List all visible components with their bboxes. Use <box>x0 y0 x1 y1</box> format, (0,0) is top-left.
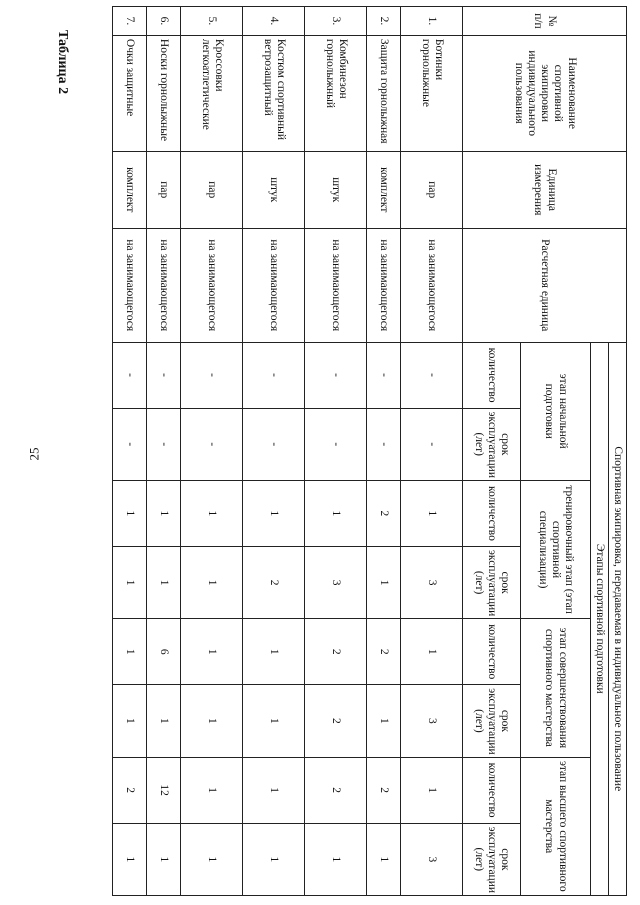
col-header-number: № п/п <box>463 7 627 36</box>
calc-unit: на занимающегося <box>366 228 400 342</box>
table-row <box>305 7 367 896</box>
row-number: 3. <box>305 7 367 36</box>
term-cell: 1 <box>181 823 243 895</box>
equipment-table-container <box>112 6 627 896</box>
calc-unit: на занимающегося <box>243 228 305 342</box>
term-cell: 1 <box>366 546 400 618</box>
unit-of-measure: пар <box>181 151 243 228</box>
term-cell: 3 <box>401 823 463 895</box>
table-row <box>401 7 463 896</box>
quantity-cell: 1 <box>243 757 305 823</box>
term-cell: 2 <box>243 546 305 618</box>
unit-of-measure: комплект <box>113 151 147 228</box>
quantity-cell: 2 <box>366 619 400 685</box>
term-cell: - <box>305 408 367 480</box>
row-number: 6. <box>147 7 181 36</box>
quantity-cell: 1 <box>181 619 243 685</box>
term-cell: 1 <box>243 685 305 757</box>
quantity-cell: 1 <box>243 480 305 546</box>
item-name: Кроссовки легкоатлетические <box>181 35 243 151</box>
term-cell: - <box>113 408 147 480</box>
unit-of-measure: штук <box>243 151 305 228</box>
item-name: Комбинезон горнолыжный <box>305 35 367 151</box>
item-name: Ботинки горнолыжные <box>401 35 463 151</box>
quantity-cell: 1 <box>147 480 181 546</box>
unit-of-measure: комплект <box>366 151 400 228</box>
stage-header-training: тренировочный этап (этап спортивной специализации) <box>521 480 591 618</box>
term-cell: 1 <box>113 546 147 618</box>
row-number: 2. <box>366 7 400 36</box>
quantity-cell: 12 <box>147 757 181 823</box>
item-name: Костюм спортивный ветрозащитный <box>243 35 305 151</box>
unit-of-measure: штук <box>305 151 367 228</box>
quantity-cell: 2 <box>305 619 367 685</box>
stage-header-improvement: этап совершенствования спортивного мастерства <box>521 619 591 757</box>
term-cell: 1 <box>243 823 305 895</box>
calc-unit: на занимающегося <box>147 228 181 342</box>
term-cell: 1 <box>366 685 400 757</box>
col-header-name: Наименование спортивной экипировки индивидуального пользования <box>463 35 627 151</box>
calc-unit: на занимающегося <box>181 228 243 342</box>
term-cell: 1 <box>147 823 181 895</box>
quantity-cell: 1 <box>181 757 243 823</box>
row-number: 5. <box>181 7 243 36</box>
term-cell: 1 <box>113 685 147 757</box>
table-row <box>147 7 181 896</box>
sub-header-quantity: количество <box>463 342 521 408</box>
sub-header-term: срок эксплуатации (лет) <box>463 685 521 757</box>
table-caption: Таблица 2 <box>55 30 70 95</box>
sub-header-term: срок эксплуатации (лет) <box>463 408 521 480</box>
table-body <box>113 7 463 896</box>
term-cell: 1 <box>305 823 367 895</box>
calc-unit: на занимающегося <box>113 228 147 342</box>
item-name: Очки защитные <box>113 35 147 151</box>
row-number: 4. <box>243 7 305 36</box>
quantity-cell: - <box>147 342 181 408</box>
term-cell: 3 <box>401 685 463 757</box>
term-cell: 1 <box>366 823 400 895</box>
term-cell: 3 <box>305 546 367 618</box>
item-name: Защита горнолыжная <box>366 35 400 151</box>
quantity-cell: - <box>243 342 305 408</box>
group-header: Спортивная экипировка, передаваемая в индивидуальное пользование <box>609 342 627 895</box>
sub-header-term: срок эксплуатации (лет) <box>463 546 521 618</box>
quantity-cell: 1 <box>401 480 463 546</box>
col-header-unit: Единица измерения <box>463 151 627 228</box>
quantity-cell: 1 <box>243 619 305 685</box>
calc-unit: на занимающегося <box>305 228 367 342</box>
term-cell: 3 <box>401 546 463 618</box>
row-number: 7. <box>113 7 147 36</box>
table-row <box>181 7 243 896</box>
page-number: 25 <box>26 447 42 461</box>
stage-header-higher-mastery: этап высшего спортивного мастерства <box>521 757 591 895</box>
sub-header-quantity: количество <box>463 619 521 685</box>
quantity-cell: - <box>366 342 400 408</box>
row-number: 1. <box>401 7 463 36</box>
term-cell: 1 <box>113 823 147 895</box>
quantity-cell: 1 <box>113 480 147 546</box>
stage-header-initial: этап начальной подготовки <box>521 342 591 480</box>
quantity-cell: - <box>181 342 243 408</box>
quantity-cell: 1 <box>305 480 367 546</box>
term-cell: - <box>147 408 181 480</box>
table-row <box>113 7 147 896</box>
table-row <box>366 7 400 896</box>
item-name: Носки горнолыжные <box>147 35 181 151</box>
term-cell: 1 <box>181 546 243 618</box>
term-cell: 1 <box>147 546 181 618</box>
quantity-cell: 2 <box>113 757 147 823</box>
term-cell: 1 <box>147 685 181 757</box>
quantity-cell: 2 <box>305 757 367 823</box>
calc-unit: на занимающегося <box>401 228 463 342</box>
term-cell: 2 <box>305 685 367 757</box>
quantity-cell: 1 <box>401 619 463 685</box>
quantity-cell: 6 <box>147 619 181 685</box>
quantity-cell: - <box>113 342 147 408</box>
quantity-cell: 1 <box>401 757 463 823</box>
unit-of-measure: пар <box>147 151 181 228</box>
quantity-cell: - <box>305 342 367 408</box>
term-cell: - <box>401 408 463 480</box>
quantity-cell: 2 <box>366 757 400 823</box>
term-cell: - <box>366 408 400 480</box>
term-cell: - <box>181 408 243 480</box>
stages-header: Этапы спортивной подготовки <box>591 342 609 895</box>
unit-of-measure: пар <box>401 151 463 228</box>
quantity-cell: 1 <box>113 619 147 685</box>
sub-header-term: срок эксплуатации (лет) <box>463 823 521 895</box>
rotated-table-frame <box>112 6 627 896</box>
equipment-table <box>112 6 627 896</box>
term-cell: - <box>243 408 305 480</box>
quantity-cell: 1 <box>181 480 243 546</box>
table-row <box>243 7 305 896</box>
sub-header-quantity: количество <box>463 757 521 823</box>
term-cell: 1 <box>181 685 243 757</box>
quantity-cell: - <box>401 342 463 408</box>
sub-header-quantity: количество <box>463 480 521 546</box>
col-header-calc-unit: Расчетная единица <box>463 228 627 342</box>
quantity-cell: 2 <box>366 480 400 546</box>
